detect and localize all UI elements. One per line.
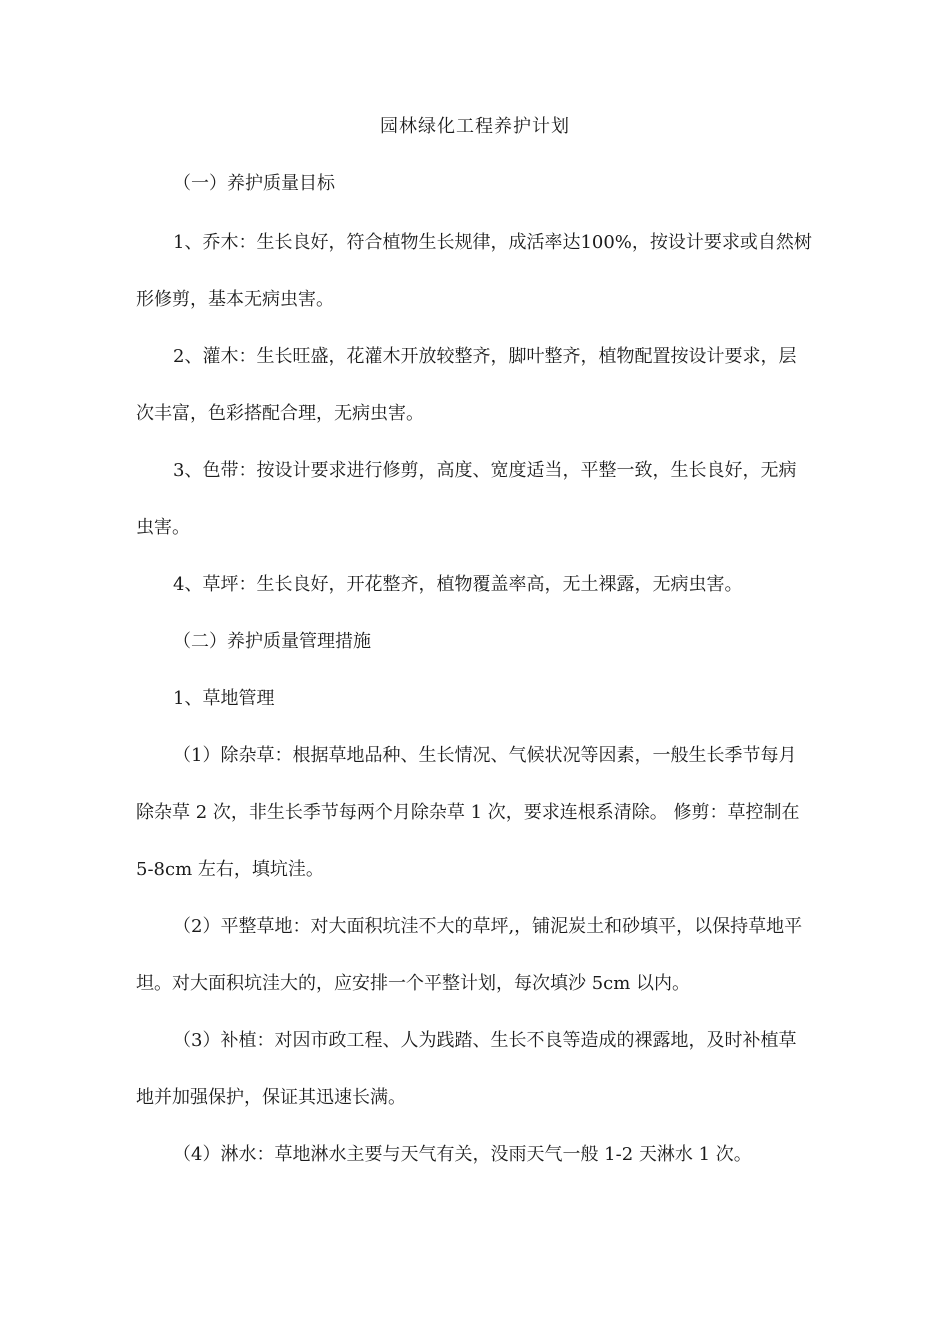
paragraph-line: 1、乔木：生长良好，符合植物生长规律，成活率达100%，按设计要求或自然树 [173, 232, 812, 253]
paragraph-line: 坦。对大面积坑洼大的，应安排一个平整计划，每次填沙 5cm 以内。 [136, 973, 691, 994]
paragraph-line: 除杂草 2 次，非生长季节每两个月除杂草 1 次，要求连根系清除。 修剪：草控制在 [136, 802, 800, 823]
paragraph-line: （4）淋水：草地淋水主要与天气有关，没雨天气一般 1-2 天淋水 1 次。 [173, 1144, 752, 1165]
paragraph-lawn-management [136, 670, 838, 727]
paragraph-section-2-heading [136, 613, 838, 670]
paragraph-line: （3）补植：对因市政工程、人为践踏、生长不良等造成的裸露地，及时补植草 [173, 1030, 797, 1051]
paragraph-line: 5-8cm 左右，填坑洼。 [136, 859, 324, 880]
paragraph-line: 1、草地管理 [173, 688, 275, 709]
document-title: 园林绿化工程养护计划 [380, 116, 570, 137]
paragraph-color-band [136, 442, 838, 556]
paragraph-lawn [136, 556, 838, 613]
paragraph-line: 地并加强保护，保证其迅速长满。 [136, 1087, 406, 1108]
paragraph-shrubs [136, 328, 838, 442]
paragraph-line: 2、灌木：生长旺盛，花灌木开放较整齐，脚叶整齐，植物配置按设计要求，层 [173, 346, 797, 367]
paragraph-line: （一）养护质量目标 [173, 173, 335, 194]
paragraph-line: 3、色带：按设计要求进行修剪，高度、宽度适当，平整一致，生长良好，无病 [173, 460, 797, 481]
paragraph-line: （2）平整草地：对大面积坑洼不大的草坪,，铺泥炭土和砂填平，以保持草地平 [173, 916, 803, 937]
paragraph-trees [136, 214, 838, 328]
paragraph-weeding [136, 727, 838, 898]
paragraph-line: 虫害。 [136, 517, 190, 538]
paragraph-leveling [136, 898, 838, 1012]
paragraph-replanting [136, 1012, 838, 1126]
paragraph-line: 次丰富，色彩搭配合理，无病虫害。 [136, 403, 424, 424]
paragraph-section-1-heading [136, 155, 838, 212]
paragraph-line: 形修剪，基本无病虫害。 [136, 289, 334, 310]
paragraph-line: （1）除杂草：根据草地品种、生长情况、气候状况等因素，一般生长季节每月 [173, 745, 797, 766]
paragraph-line: 4、草坪：生长良好，开花整齐，植物覆盖率高，无土裸露，无病虫害。 [173, 574, 743, 595]
paragraph-line: （二）养护质量管理措施 [173, 631, 371, 652]
paragraph-watering [136, 1126, 838, 1183]
